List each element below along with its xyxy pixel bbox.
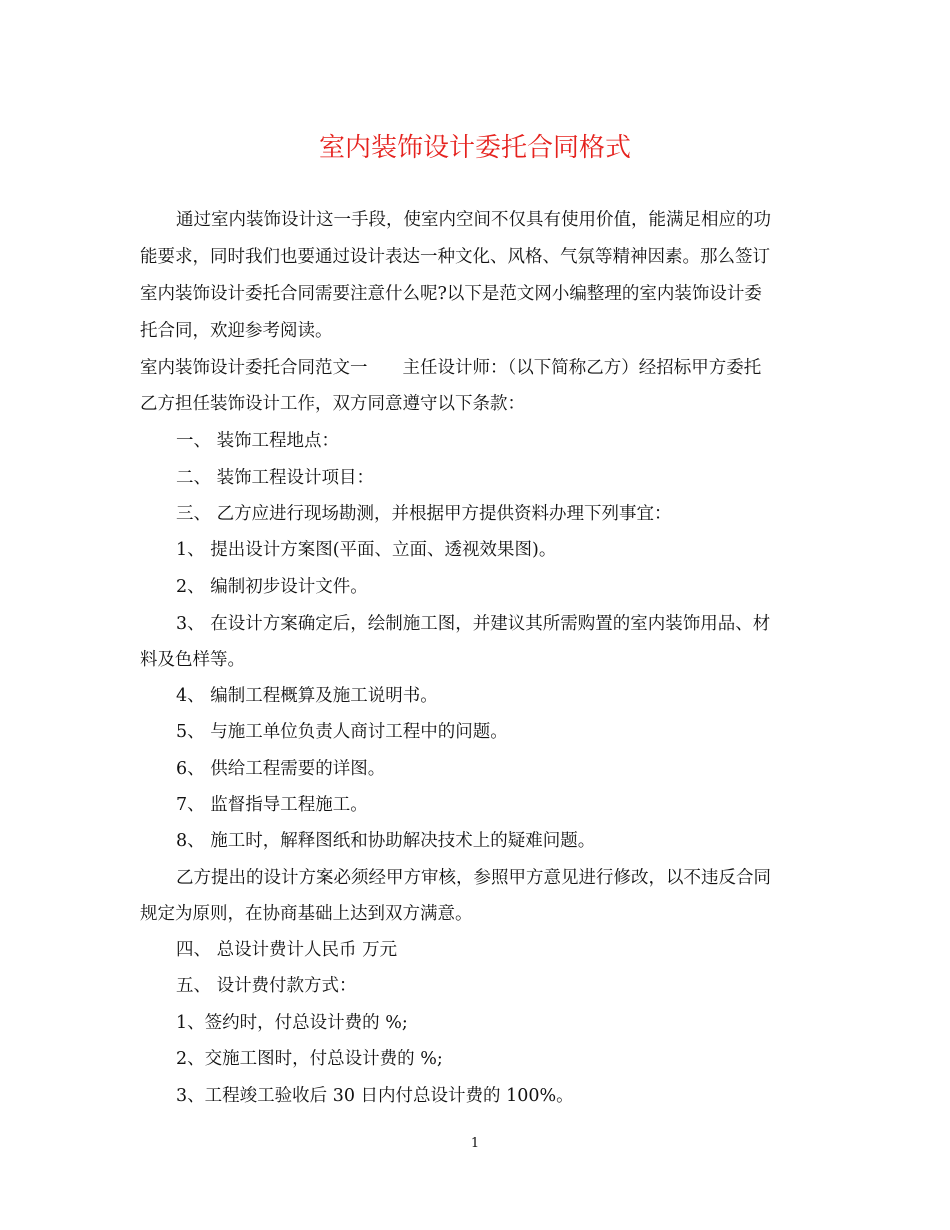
- item-1: 1、 提出设计方案图(平面、立面、透视效果图)。: [176, 540, 557, 560]
- fee-step-3: 3、工程竣工验收后 30 日内付总设计费的 100%。: [176, 1086, 574, 1106]
- clause-2: 二、 装饰工程设计项目：: [176, 468, 375, 488]
- sample-line-2: 乙方担任装饰设计工作，双方同意遵守以下条款：: [140, 394, 525, 414]
- document-title: 室内装饰设计委托合同格式: [318, 133, 631, 163]
- clause-3: 三、 乙方应进行现场勘测，并根据甲方提供资料办理下列事宜：: [176, 504, 672, 524]
- intro-line-2: 能要求，同时我们也要通过设计表达一种文化、风格、气氛等精神因素。那么签订: [140, 247, 770, 267]
- fee-method: 五、 设计费付款方式：: [176, 976, 357, 996]
- item-7: 7、 监督指导工程施工。: [176, 795, 368, 815]
- item-3-cont: 料及色样等。: [140, 650, 245, 670]
- review-line-1: 乙方提出的设计方案必须经甲方审核，参照甲方意见进行修改，以不违反合同: [176, 868, 771, 888]
- item-2: 2、 编制初步设计文件。: [176, 577, 368, 597]
- intro-line-1: 通过室内装饰设计这一手段，使室内空间不仅具有使用价值，能满足相应的功: [176, 210, 771, 230]
- fee-step-1: 1、签约时，付总设计费的 %;: [176, 1013, 408, 1033]
- intro-line-4: 托合同，欢迎参考阅读。: [140, 321, 333, 341]
- item-4: 4、 编制工程概算及施工说明书。: [176, 686, 438, 706]
- sample-line-1: 室内装饰设计委托合同范文一 主任设计师：（以下简称乙方）经招标甲方委托: [140, 358, 762, 378]
- item-6: 6、 供给工程需要的详图。: [176, 759, 386, 779]
- fee-step-2: 2、交施工图时，付总设计费的 %;: [176, 1049, 443, 1069]
- fee-total: 四、 总设计费计人民币 万元: [176, 940, 398, 960]
- item-5: 5、 与施工单位负责人商讨工程中的问题。: [176, 722, 508, 742]
- item-8: 8、 施工时，解释图纸和协助解决技术上的疑难问题。: [176, 831, 596, 851]
- item-3: 3、 在设计方案确定后，绘制施工图，并建议其所需购置的室内装饰用品、材: [176, 614, 771, 634]
- review-line-2: 规定为原则，在协商基础上达到双方满意。: [140, 904, 473, 924]
- clause-1: 一、 装饰工程地点：: [176, 431, 340, 451]
- intro-line-3: 室内装饰设计委托合同需要注意什么呢?以下是范文网小编整理的室内装饰设计委: [140, 284, 762, 304]
- page-number: 1: [470, 1136, 480, 1151]
